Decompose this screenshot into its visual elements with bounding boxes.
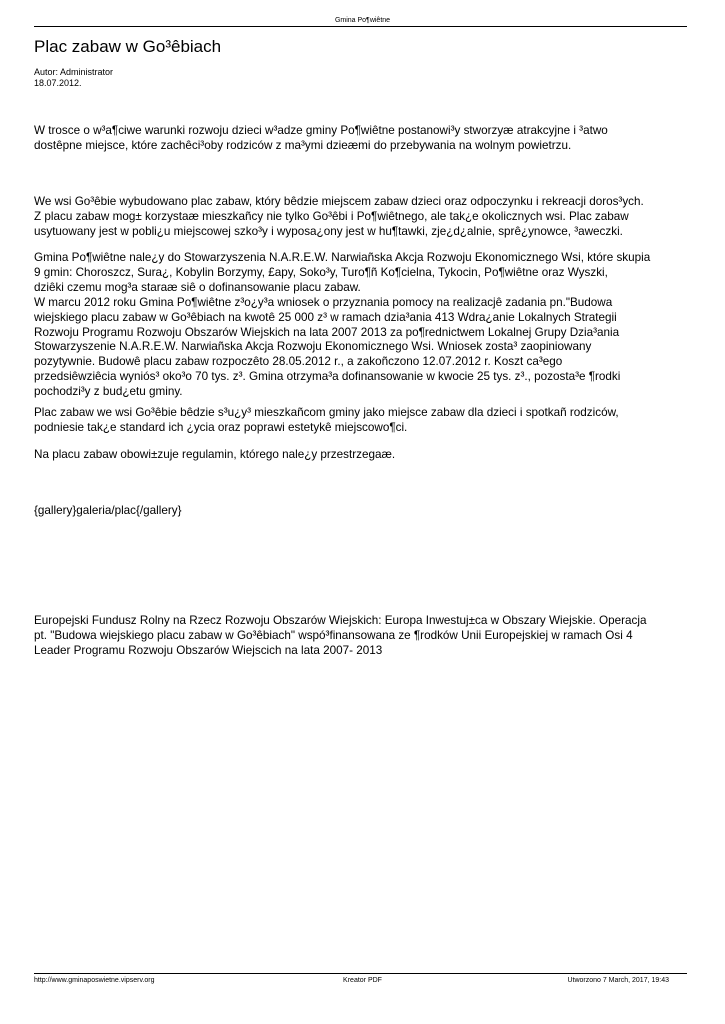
- paragraph-line: 9 gmin: Choroszcz, Sura¿, Kobylin Borzymy, £apy, Soko³y, Turo¶ñ Ko¶cielna, Tykocin, Po¶wiêtne oraz Wyszki,: [34, 265, 608, 279]
- paragraph-line: pt. "Budowa wiejskiego placu zabaw w Go³êbiach" wspó³finansowana ze ¶rodków Unii Europejskiej w ramach Osi 4: [34, 628, 633, 642]
- paragraph-line: Europejski Fundusz Rolny na Rzecz Rozwoju Obszarów Wiejskich: Europa Inwestuj±ca w Obszary Wiejskie. Operacja: [34, 614, 647, 627]
- paragraph-line: Rozwoju Programu Rozwoju Obszarów Wiejskich na lata 2007 2013 za po¶rednictwem Lokalnej Grupy Dzia³ania: [34, 325, 620, 339]
- paragraph-line: pozytywnie. Budowê placu zabaw rozpoczêto 28.05.2012 r., a zakoñczono 12.07.2012 r. Koszt ca³ego: [34, 355, 563, 369]
- paragraph-funding-history: [34, 251, 694, 400]
- paragraph-line: dziêki czemu mog³a staraæ siê o dofinansowanie placu zabaw.: [34, 280, 361, 294]
- paragraph-line: pochodzi³y z bud¿etu gminy.: [34, 385, 183, 399]
- article-author: Autor: Administrator: [34, 67, 114, 77]
- paragraph-rules: [34, 448, 694, 463]
- paragraph-eu-funding-note: [34, 614, 694, 659]
- footer-url: http://www.gminaposwietne.vipserv.org: [34, 977, 155, 984]
- header-divider: [34, 26, 687, 27]
- paragraph-line: podniesie tak¿e standard ich ¿ycia oraz poprawi estetykê miejscowo¶ci.: [34, 420, 408, 434]
- paragraph-line: W trosce o w³a¶ciwe warunki rozwoju dzieci w³adze gminy Po¶wiêtne postanowi³y stworzyæ atrakcyjne i ³atwo: [34, 124, 608, 137]
- paragraph-line: usytuowany jest w pobli¿u miejscowej szko³y i wyposa¿ony jest w hu¶tawki, zje¿d¿alnie, sprê¿ynowce, ³aweczki.: [34, 224, 623, 238]
- paragraph-line: {gallery}galeria/plac{/gallery}: [34, 504, 182, 517]
- paragraph-line: Na placu zabaw obowi±zuje regulamin, którego nale¿y przestrzegaæ.: [34, 448, 396, 461]
- paragraph-intro: [34, 124, 694, 154]
- paragraph-line: dostêpne miejsce, które zachêci³oby rodziców z ma³ymi dzieæmi do przebywania na wolnym powietrzu.: [34, 138, 572, 152]
- footer-divider: [34, 973, 687, 974]
- paragraph-line: W marcu 2012 roku Gmina Po¶wiêtne z³o¿y³a wniosek o przyznania pomocy na realizacjê zadania pn."Budowa: [34, 295, 613, 309]
- page-header-site-name: Gmina Po¶wiêtne: [334, 17, 391, 24]
- paragraph-purpose: [34, 406, 694, 436]
- footer-created-date: Utworzono 7 March, 2017, 19:43: [567, 977, 669, 984]
- paragraph-gallery-tag: [34, 504, 694, 519]
- paragraph-line: Z placu zabaw mog± korzystaæ mieszkañcy nie tylko Go³êbi i Po¶wiêtnego, ale tak¿e okolicznych wsi. Plac zabaw: [34, 209, 629, 223]
- paragraph-line: Stowarzyszenie N.A.R.E.W. Narwiañska Akcja Rozwoju Ekonomicznego Wsi. Wniosek zosta³ zaopiniowany: [34, 340, 592, 354]
- footer-generator: Kreator PDF: [343, 977, 382, 984]
- paragraph-line: We wsi Go³êbie wybudowano plac zabaw, który bêdzie miejscem zabaw dzieci oraz odpoczynku i rekreacji doros³ych.: [34, 195, 644, 208]
- paragraph-playground-description: [34, 195, 694, 240]
- paragraph-line: Leader Programu Rozwoju Obszarów Wiejscich na lata 2007- 2013: [34, 643, 383, 657]
- paragraph-line: Gmina Po¶wiêtne nale¿y do Stowarzyszenia N.A.R.E.W. Narwiañska Akcja Rozwoju Ekonomicznego Wsi, które skupia: [34, 251, 651, 264]
- paragraph-line: przedsiêwziêcia wyniós³ oko³o 70 tys. z³. Gmina otrzyma³a dofinansowanie w kwocie 25 tys. z³., pozosta³e ¶rodki: [34, 370, 621, 384]
- article-title: Plac zabaw w Go³êbiach: [34, 37, 222, 56]
- paragraph-line: Plac zabaw we wsi Go³êbie bêdzie s³u¿y³ mieszkañcom gminy jako miejsce zabaw dla dzieci i spotkañ rodziców,: [34, 406, 619, 419]
- article-date: 18.07.2012.: [34, 78, 82, 88]
- paragraph-line: wiejskiego placu zabaw w Go³êbiach na kwotê 25 000 z³ w ramach dzia³ania 413 Wdra¿anie Lokalnych Strategii: [34, 310, 617, 324]
